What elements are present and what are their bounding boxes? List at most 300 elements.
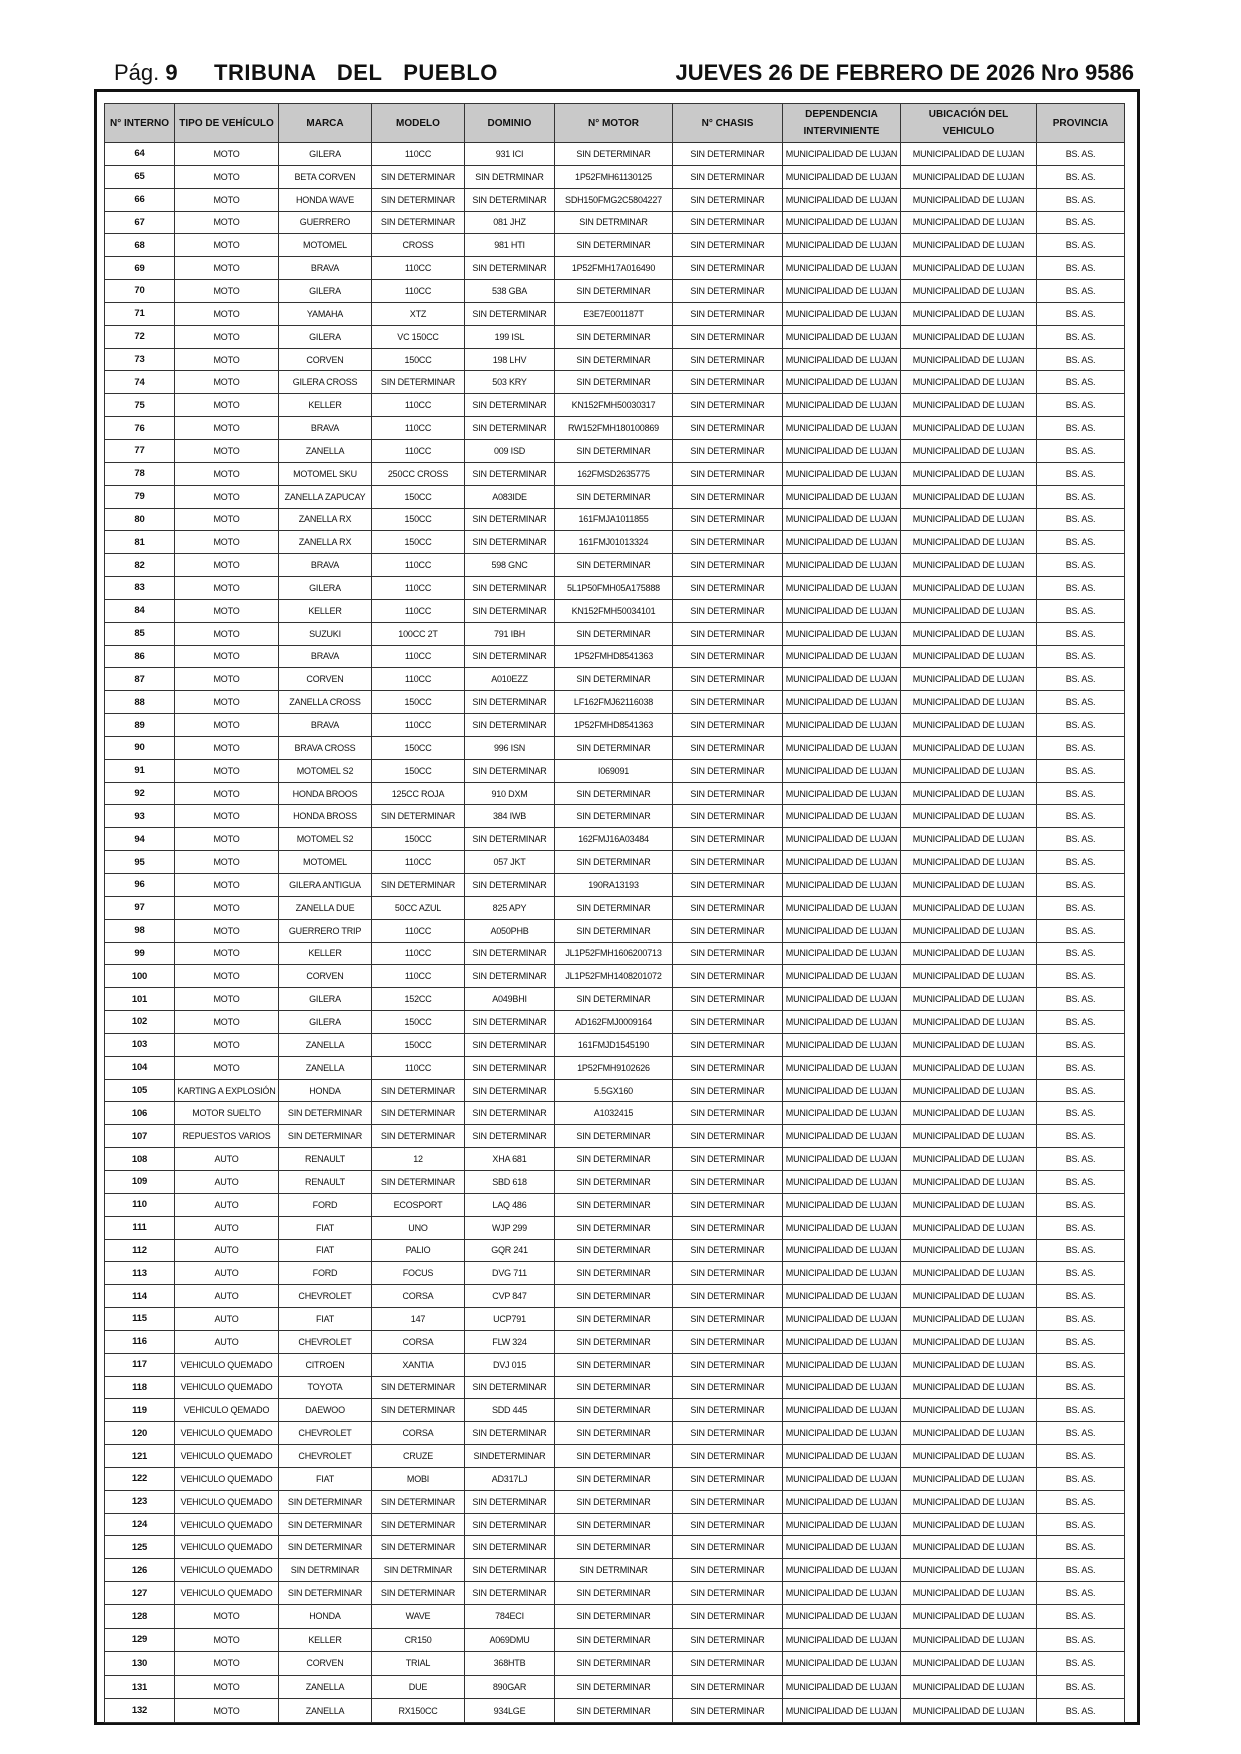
table-row [105,965,1125,988]
table-cell: 101 [105,988,175,1011]
table-cell: VEHICULO QUEMADO [175,1445,279,1468]
table-row [105,1239,1125,1262]
table-cell: VEHICULO QUEMADO [175,1513,279,1536]
table-row [105,371,1125,394]
table-cell: SIN DETERMINAR [555,1330,673,1353]
table-cell: MOTO [175,302,279,325]
table-cell: MOTOMEL [279,851,372,874]
table-cell: BS. AS. [1037,1102,1125,1125]
table-cell: 110CC [372,280,465,303]
table-cell: CORVEN [279,348,372,371]
table-cell: MUNICIPALIDAD DE LUJAN [901,348,1037,371]
table-cell: VEHICULO QUEMADO [175,1467,279,1490]
table-cell: SIN DETERMINAR [555,1193,673,1216]
table-cell: MUNICIPALIDAD DE LUJAN [901,1353,1037,1376]
table-cell: HONDA BROOS [279,782,372,805]
table-row [105,508,1125,531]
table-cell: 75 [105,394,175,417]
table-cell: 598 GNC [465,554,555,577]
table-cell: WJP 299 [465,1216,555,1239]
table-cell: SIN DETERMINAR [555,988,673,1011]
table-row [105,485,1125,508]
table-cell: 110CC [372,645,465,668]
table-cell: MOTOR SUELTO [175,1102,279,1125]
table-row [105,1102,1125,1125]
table-cell: BS. AS. [1037,280,1125,303]
table-cell: 95 [105,851,175,874]
table-cell: MOTO [175,1628,279,1652]
table-cell: 124 [105,1513,175,1536]
table-cell: MUNICIPALIDAD DE LUJAN [783,165,901,188]
table-cell: MUNICIPALIDAD DE LUJAN [901,165,1037,188]
table-cell: 116 [105,1330,175,1353]
table-cell: SIN DETERMINAR [673,257,783,280]
table-cell: SIN DETERMINAR [465,1559,555,1582]
table-cell: MOTO [175,508,279,531]
table-row [105,439,1125,462]
table-cell: SIN DETERMINAR [372,1102,465,1125]
table-cell: MUNICIPALIDAD DE LUJAN [783,280,901,303]
table-cell: BS. AS. [1037,691,1125,714]
table-cell: SIN DETERMINAR [555,1445,673,1468]
table-cell: SIN DETERMINAR [673,805,783,828]
table-cell: VEHICULO QUEMADO [175,1376,279,1399]
table-cell: MUNICIPALIDAD DE LUJAN [783,1033,901,1056]
table-cell: SIN DETERMINAR [372,1399,465,1422]
table-cell: SIN DETERMINAR [673,371,783,394]
table-cell: 90 [105,736,175,759]
table-cell: ZANELLA DUE [279,896,372,919]
table-row [105,1011,1125,1034]
table-cell: PALIO [372,1239,465,1262]
table-row [105,1605,1125,1629]
table-cell: MUNICIPALIDAD DE LUJAN [783,1628,901,1652]
table-cell: 86 [105,645,175,668]
table-cell: MUNICIPALIDAD DE LUJAN [901,439,1037,462]
table-cell: MUNICIPALIDAD DE LUJAN [783,828,901,851]
table-cell: MUNICIPALIDAD DE LUJAN [901,1652,1037,1676]
table-cell: MOTO [175,1675,279,1699]
table-cell: 81 [105,531,175,554]
table-cell: BS. AS. [1037,1353,1125,1376]
table-cell: SIN DETERMINAR [673,1445,783,1468]
table-cell: 538 GBA [465,280,555,303]
table-cell: MOTO [175,577,279,600]
table-cell: 105 [105,1079,175,1102]
table-cell: SIN DETERMINAR [673,1308,783,1331]
table-cell: KELLER [279,1628,372,1652]
table-cell: SIN DETERMINAR [465,302,555,325]
table-cell: 110CC [372,851,465,874]
table-cell: MUNICIPALIDAD DE LUJAN [783,1125,901,1148]
table-cell: MUNICIPALIDAD DE LUJAN [901,257,1037,280]
table-cell: 100CC 2T [372,622,465,645]
table-cell: SIN DETERMINAR [555,919,673,942]
table-cell: BS. AS. [1037,348,1125,371]
table-cell: RENAULT [279,1148,372,1171]
table-row [105,188,1125,211]
table-cell: MOTO [175,919,279,942]
table-cell: SIN DETERMINAR [673,531,783,554]
table-cell: MOTO [175,462,279,485]
table-cell: 70 [105,280,175,303]
table-cell: MOTO [175,599,279,622]
table-cell: LAQ 486 [465,1193,555,1216]
column-header: PROVINCIA [1037,104,1125,143]
table-cell: 150CC [372,508,465,531]
table-cell: 110CC [372,714,465,737]
table-cell: SIN DETERMINAR [465,417,555,440]
table-cell: SIN DETERMINAR [465,691,555,714]
table-cell: MOTO [175,325,279,348]
table-cell: SIN DETERMINAR [372,211,465,234]
column-header: UBICACIÓN DEL VEHICULO [901,104,1037,143]
table-row [105,1125,1125,1148]
table-cell: 110CC [372,919,465,942]
table-cell: SIN DETERMINAR [673,348,783,371]
table-cell: SIN DETERMINAR [673,1011,783,1034]
table-row [105,394,1125,417]
table-cell: SIN DETERMINAR [673,1652,783,1676]
table-cell: GILERA ANTIGUA [279,874,372,897]
table-cell: 825 APY [465,896,555,919]
table-cell: BS. AS. [1037,1285,1125,1308]
table-cell: BRAVA [279,554,372,577]
table-cell: MUNICIPALIDAD DE LUJAN [901,759,1037,782]
table-cell: SBD 618 [465,1170,555,1193]
table-cell: CORVEN [279,1652,372,1676]
table-cell: MOTO [175,394,279,417]
table-cell: MUNICIPALIDAD DE LUJAN [783,1216,901,1239]
table-cell: BRAVA [279,645,372,668]
table-cell: SIN DETERMINAR [555,668,673,691]
table-cell: SIN DETERMINAR [555,1652,673,1676]
table-cell: SIN DETERMINAR [673,1239,783,1262]
table-cell: 110CC [372,965,465,988]
table-cell: CORSA [372,1330,465,1353]
table-cell: SIN DETERMINAR [279,1490,372,1513]
table-cell: BS. AS. [1037,1056,1125,1079]
table-row [105,874,1125,897]
table-cell: MOTO [175,851,279,874]
table-row [105,1056,1125,1079]
table-cell: ZANELLA [279,1699,372,1723]
table-cell: MUNICIPALIDAD DE LUJAN [783,1513,901,1536]
table-cell: BS. AS. [1037,851,1125,874]
table-cell: 009 ISD [465,439,555,462]
table-cell: SIN DETERMINAR [673,1490,783,1513]
table-cell: BS. AS. [1037,1376,1125,1399]
table-cell: MUNICIPALIDAD DE LUJAN [901,234,1037,257]
table-row [105,1399,1125,1422]
table-cell: SIN DETERMINAR [673,165,783,188]
table-cell: 83 [105,577,175,600]
table-cell: MOTO [175,348,279,371]
table-row [105,325,1125,348]
table-cell: BS. AS. [1037,668,1125,691]
table-cell: 69 [105,257,175,280]
table-cell: SIN DETERMINAR [555,143,673,166]
table-cell: SIN DETERMINAR [465,874,555,897]
table-cell: DAEWOO [279,1399,372,1422]
table-cell: SIN DETERMINAR [372,1079,465,1102]
table-cell: MOTO [175,280,279,303]
table-cell: KN152FMH50034101 [555,599,673,622]
table-cell: MUNICIPALIDAD DE LUJAN [783,988,901,1011]
table-cell: SIN DETERMINAR [673,1699,783,1723]
table-cell: AD317LJ [465,1467,555,1490]
table-cell: 91 [105,759,175,782]
table-cell: FORD [279,1193,372,1216]
table-cell: MOTO [175,714,279,737]
table-cell: SIN DETERMINAR [465,531,555,554]
table-cell: BS. AS. [1037,1490,1125,1513]
table-cell: SIN DETERMINAR [673,759,783,782]
table-cell: SIN DETERMINAR [673,1582,783,1605]
table-cell: MUNICIPALIDAD DE LUJAN [783,691,901,714]
table-cell: BS. AS. [1037,1582,1125,1605]
table-cell: 67 [105,211,175,234]
table-cell: E3E7E001187T [555,302,673,325]
table-cell: A050PHB [465,919,555,942]
table-cell: MUNICIPALIDAD DE LUJAN [901,828,1037,851]
table-cell: BS. AS. [1037,1628,1125,1652]
table-cell: SIN DETERMINAR [465,1376,555,1399]
table-cell: SIN DETERMINAR [372,1536,465,1559]
table-row [105,1513,1125,1536]
table-cell: BS. AS. [1037,1422,1125,1445]
table-cell: BS. AS. [1037,257,1125,280]
table-cell: SIN DETERMINAR [465,1513,555,1536]
table-row [105,599,1125,622]
table-cell: SIN DETERMINAR [555,1262,673,1285]
table-cell: MUNICIPALIDAD DE LUJAN [901,1330,1037,1353]
table-cell: 110CC [372,257,465,280]
table-cell: SIN DETERMINAR [673,1559,783,1582]
table-cell: 89 [105,714,175,737]
table-cell: 110CC [372,668,465,691]
table-cell: SIN DETERMINAR [555,1675,673,1699]
table-cell: UNO [372,1216,465,1239]
table-cell: SIN DETERMINAR [673,302,783,325]
table-cell: BS. AS. [1037,1445,1125,1468]
table-row [105,1559,1125,1582]
table-cell: 057 JKT [465,851,555,874]
table-cell: SIN DETERMINAR [673,1467,783,1490]
table-cell: 68 [105,234,175,257]
table-cell: MOTO [175,531,279,554]
table-cell: MOTOMEL S2 [279,828,372,851]
table-cell: 66 [105,188,175,211]
table-cell: SIN DETRMINAR [279,1559,372,1582]
table-cell: MOTOMEL [279,234,372,257]
table-row [105,211,1125,234]
table-row [105,714,1125,737]
table-cell: MUNICIPALIDAD DE LUJAN [783,851,901,874]
table-cell: SIN DETERMINAR [372,805,465,828]
table-cell: BS. AS. [1037,736,1125,759]
table-cell: SIN DETERMINAR [465,1422,555,1445]
table-cell: MOTO [175,874,279,897]
table-cell: KN152FMH50030317 [555,394,673,417]
table-cell: SIN DETERMINAR [279,1582,372,1605]
table-row [105,759,1125,782]
table-cell: 80 [105,508,175,531]
table-cell: MUNICIPALIDAD DE LUJAN [783,257,901,280]
table-cell: A010EZZ [465,668,555,691]
table-cell: CVP 847 [465,1285,555,1308]
table-cell: SIN DETERMINAR [465,188,555,211]
table-cell: MUNICIPALIDAD DE LUJAN [901,668,1037,691]
table-cell: SIN DETERMINAR [673,1170,783,1193]
table-cell: GILERA [279,325,372,348]
table-cell: GILERA [279,988,372,1011]
table-cell: MUNICIPALIDAD DE LUJAN [901,1582,1037,1605]
table-cell: SIN DETERMINAR [372,1376,465,1399]
table-cell: A049BHI [465,988,555,1011]
table-cell: 890GAR [465,1675,555,1699]
table-cell: 114 [105,1285,175,1308]
table-cell: MOTO [175,759,279,782]
table-cell: 1P52FMH9102626 [555,1056,673,1079]
table-cell: 931 ICI [465,143,555,166]
table-cell: FIAT [279,1239,372,1262]
table-cell: MUNICIPALIDAD DE LUJAN [783,554,901,577]
table-cell: SIN DETERMINAR [555,1536,673,1559]
table-cell: 150CC [372,759,465,782]
table-cell: BS. AS. [1037,965,1125,988]
table-cell: MOTO [175,439,279,462]
table-cell: 5.5GX160 [555,1079,673,1102]
table-cell: SIN DETERMINAR [673,1513,783,1536]
table-cell: SIN DETERMINAR [673,988,783,1011]
table-cell: DUE [372,1675,465,1699]
table-cell: 78 [105,462,175,485]
table-cell: 111 [105,1216,175,1239]
table-cell: AUTO [175,1262,279,1285]
column-header: MARCA [279,104,372,143]
table-cell: SIN DETERMINAR [673,668,783,691]
table-cell: MOTO [175,782,279,805]
table-cell: SIN DETERMINAR [555,1148,673,1171]
table-cell: LF162FMJ62116038 [555,691,673,714]
table-cell: 152CC [372,988,465,1011]
table-cell: BS. AS. [1037,896,1125,919]
table-cell: SIN DETERMINAR [372,371,465,394]
table-cell: MUNICIPALIDAD DE LUJAN [783,1376,901,1399]
table-row [105,1285,1125,1308]
table-cell: 112 [105,1239,175,1262]
table-cell: SIN DETERMINAR [555,1239,673,1262]
table-cell: A083IDE [465,485,555,508]
table-cell: MOTO [175,1605,279,1629]
table-cell: SIN DETERMINAR [555,805,673,828]
table-row [105,851,1125,874]
table-cell: MUNICIPALIDAD DE LUJAN [783,211,901,234]
table-cell: MUNICIPALIDAD DE LUJAN [783,1239,901,1262]
table-row [105,302,1125,325]
table-cell: 147 [372,1308,465,1331]
table-cell: BS. AS. [1037,1467,1125,1490]
table-cell: CITROEN [279,1353,372,1376]
table-cell: MUNICIPALIDAD DE LUJAN [901,1193,1037,1216]
table-cell: SIN DETERMINAR [673,599,783,622]
table-cell: SIN DETERMINAR [279,1102,372,1125]
table-cell: 250CC CROSS [372,462,465,485]
table-cell: BRAVA [279,714,372,737]
table-cell: MUNICIPALIDAD DE LUJAN [783,1490,901,1513]
table-cell: BS. AS. [1037,1536,1125,1559]
table-cell: BS. AS. [1037,782,1125,805]
table-cell: BS. AS. [1037,234,1125,257]
table-cell: MOTO [175,622,279,645]
table-row [105,942,1125,965]
table-cell: VEHICULO QUEMADO [175,1582,279,1605]
table-cell: SIN DETERMINAR [555,1422,673,1445]
table-cell: SIN DETERMINAR [673,965,783,988]
table-cell: MOTO [175,417,279,440]
table-cell: SIN DETERMINAR [372,1582,465,1605]
table-cell: MUNICIPALIDAD DE LUJAN [901,1148,1037,1171]
table-cell: ZANELLA CROSS [279,691,372,714]
table-cell: SIN DETRMINAR [465,165,555,188]
table-cell: BS. AS. [1037,759,1125,782]
table-cell: SIN DETERMINAR [555,280,673,303]
table-cell: MUNICIPALIDAD DE LUJAN [901,1605,1037,1629]
table-row [105,691,1125,714]
table-cell: SIN DETERMINAR [673,851,783,874]
table-cell: MUNICIPALIDAD DE LUJAN [901,1513,1037,1536]
table-cell: TOYOTA [279,1376,372,1399]
table-cell: GUERRERO [279,211,372,234]
table-row [105,782,1125,805]
table-cell: SIN DETERMINAR [673,1536,783,1559]
table-cell: MUNICIPALIDAD DE LUJAN [783,531,901,554]
table-row [105,1353,1125,1376]
table-cell: SIN DETERMINAR [673,394,783,417]
table-cell: MUNICIPALIDAD DE LUJAN [783,1652,901,1676]
table-cell: MUNICIPALIDAD DE LUJAN [901,1285,1037,1308]
table-cell: SIN DETERMINAR [673,1193,783,1216]
table-cell: 5L1P50FMH05A175888 [555,577,673,600]
table-cell: TRIAL [372,1652,465,1676]
table-cell: 109 [105,1170,175,1193]
table-row [105,1193,1125,1216]
table-cell: SIN DETERMINAR [555,896,673,919]
table-row [105,1216,1125,1239]
table-cell: MUNICIPALIDAD DE LUJAN [901,1011,1037,1034]
table-row [105,1467,1125,1490]
table-row [105,165,1125,188]
table-cell: 128 [105,1605,175,1629]
table-cell: 1P52FMHD8541363 [555,714,673,737]
table-cell: MUNICIPALIDAD DE LUJAN [901,325,1037,348]
table-cell: 162FMSD2635775 [555,462,673,485]
table-cell: 64 [105,143,175,166]
table-cell: MOTO [175,1699,279,1723]
table-cell: MUNICIPALIDAD DE LUJAN [901,1559,1037,1582]
table-cell: MUNICIPALIDAD DE LUJAN [901,851,1037,874]
table-cell: SIN DETERMINAR [555,736,673,759]
table-cell: MUNICIPALIDAD DE LUJAN [783,1056,901,1079]
table-cell: BS. AS. [1037,1125,1125,1148]
table-cell: BS. AS. [1037,1216,1125,1239]
table-cell: 94 [105,828,175,851]
table-row [105,462,1125,485]
table-cell: 76 [105,417,175,440]
table-row [105,1699,1125,1723]
table-cell: SIN DETERMINAR [465,942,555,965]
